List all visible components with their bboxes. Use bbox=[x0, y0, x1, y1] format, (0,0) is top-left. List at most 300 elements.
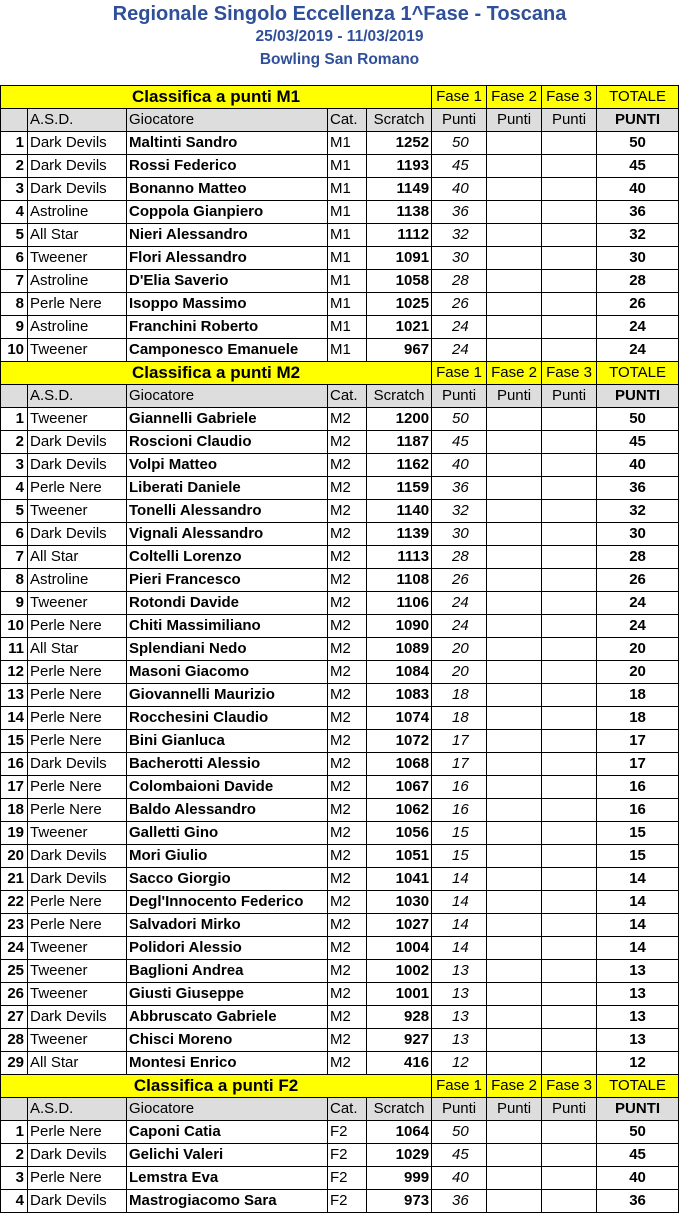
player-cell: Baglioni Andrea bbox=[127, 960, 328, 983]
rank-cell: 2 bbox=[1, 155, 28, 178]
scratch-cell: 1091 bbox=[367, 247, 432, 270]
table-row bbox=[1, 868, 679, 891]
scratch-cell: 1083 bbox=[367, 684, 432, 707]
rank-cell: 10 bbox=[1, 615, 28, 638]
player-cell: Caponi Catia bbox=[127, 1121, 328, 1144]
phase-2-points-cell bbox=[487, 868, 542, 891]
phase-3-points-cell bbox=[542, 960, 597, 983]
asd-cell: Perle Nere bbox=[28, 730, 127, 753]
asd-cell: Perle Nere bbox=[28, 799, 127, 822]
phase-3-label: Fase 3 bbox=[542, 1075, 597, 1098]
total-points-cell: 20 bbox=[597, 661, 679, 684]
phase-2-points-cell bbox=[487, 224, 542, 247]
phase-2-label: Fase 2 bbox=[487, 1075, 542, 1098]
table-row bbox=[1, 684, 679, 707]
phase-1-points-cell: 45 bbox=[432, 1144, 487, 1167]
asd-cell: All Star bbox=[28, 546, 127, 569]
category-cell: M2 bbox=[328, 500, 367, 523]
scratch-cell: 1200 bbox=[367, 408, 432, 431]
rank-cell: 13 bbox=[1, 684, 28, 707]
phase-1-points-cell: 18 bbox=[432, 707, 487, 730]
phase-3-points-cell bbox=[542, 730, 597, 753]
rank-cell: 4 bbox=[1, 201, 28, 224]
table-row bbox=[1, 914, 679, 937]
asd-cell: Tweener bbox=[28, 500, 127, 523]
table-row bbox=[1, 661, 679, 684]
asd-cell: Perle Nere bbox=[28, 293, 127, 316]
scratch-cell: 1002 bbox=[367, 960, 432, 983]
col-player: Giocatore bbox=[127, 385, 328, 408]
total-points-cell: 36 bbox=[597, 477, 679, 500]
phase-1-points-cell: 28 bbox=[432, 546, 487, 569]
table-row bbox=[1, 477, 679, 500]
table-row bbox=[1, 1006, 679, 1029]
phase-2-points-cell bbox=[487, 684, 542, 707]
phase-1-points-cell: 14 bbox=[432, 868, 487, 891]
category-cell: M2 bbox=[328, 937, 367, 960]
table-row bbox=[1, 845, 679, 868]
total-points-cell: 13 bbox=[597, 1006, 679, 1029]
player-cell: Chiti Massimiliano bbox=[127, 615, 328, 638]
phase-1-points-cell: 13 bbox=[432, 1006, 487, 1029]
rank-cell: 1 bbox=[1, 1121, 28, 1144]
col-total: PUNTI bbox=[597, 385, 679, 408]
total-points-cell: 28 bbox=[597, 270, 679, 293]
table-row bbox=[1, 1052, 679, 1075]
player-cell: Liberati Daniele bbox=[127, 477, 328, 500]
rank-cell: 19 bbox=[1, 822, 28, 845]
phase-3-points-cell bbox=[542, 707, 597, 730]
phase-2-points-cell bbox=[487, 1052, 542, 1075]
category-cell: M2 bbox=[328, 799, 367, 822]
asd-cell: Dark Devils bbox=[28, 523, 127, 546]
phase-3-points-cell bbox=[542, 1121, 597, 1144]
phase-2-points-cell bbox=[487, 707, 542, 730]
asd-cell: Tweener bbox=[28, 1029, 127, 1052]
phase-3-points-cell bbox=[542, 569, 597, 592]
rank-cell: 2 bbox=[1, 431, 28, 454]
scratch-cell: 1056 bbox=[367, 822, 432, 845]
asd-cell: Astroline bbox=[28, 569, 127, 592]
phase-2-points-cell bbox=[487, 178, 542, 201]
col-player: Giocatore bbox=[127, 1098, 328, 1121]
total-points-cell: 13 bbox=[597, 983, 679, 1006]
scratch-cell: 1001 bbox=[367, 983, 432, 1006]
phase-2-label: Fase 2 bbox=[487, 86, 542, 109]
scratch-cell: 1062 bbox=[367, 799, 432, 822]
rank-cell: 29 bbox=[1, 1052, 28, 1075]
phase-1-label: Fase 1 bbox=[432, 1075, 487, 1098]
event-dates: 25/03/2019 - 11/03/2019 bbox=[255, 28, 424, 45]
phase-1-points-cell: 24 bbox=[432, 592, 487, 615]
category-cell: M1 bbox=[328, 201, 367, 224]
player-cell: Bacherotti Alessio bbox=[127, 753, 328, 776]
table-row bbox=[1, 1190, 679, 1213]
category-cell: M2 bbox=[328, 408, 367, 431]
phase-3-points-cell bbox=[542, 914, 597, 937]
category-cell: M1 bbox=[328, 293, 367, 316]
scratch-cell: 928 bbox=[367, 1006, 432, 1029]
phase-1-points-cell: 16 bbox=[432, 799, 487, 822]
phase-1-points-cell: 17 bbox=[432, 730, 487, 753]
asd-cell: Dark Devils bbox=[28, 454, 127, 477]
category-cell: M2 bbox=[328, 868, 367, 891]
col-cat: Cat. bbox=[328, 109, 367, 132]
phase-2-points-cell bbox=[487, 408, 542, 431]
rank-cell: 9 bbox=[1, 592, 28, 615]
phase-2-points-cell bbox=[487, 753, 542, 776]
phase-2-points-cell bbox=[487, 891, 542, 914]
phase-3-points-cell bbox=[542, 339, 597, 362]
rank-cell: 20 bbox=[1, 845, 28, 868]
asd-cell: All Star bbox=[28, 1052, 127, 1075]
category-cell: M2 bbox=[328, 730, 367, 753]
total-points-cell: 18 bbox=[597, 707, 679, 730]
table-row bbox=[1, 1144, 679, 1167]
asd-cell: Perle Nere bbox=[28, 477, 127, 500]
total-points-cell: 14 bbox=[597, 937, 679, 960]
rank-cell: 5 bbox=[1, 500, 28, 523]
scratch-cell: 1159 bbox=[367, 477, 432, 500]
col-asd: A.S.D. bbox=[28, 109, 127, 132]
rank-cell: 1 bbox=[1, 132, 28, 155]
col-phase-2: Punti bbox=[487, 109, 542, 132]
phase-1-points-cell: 32 bbox=[432, 224, 487, 247]
phase-2-points-cell bbox=[487, 569, 542, 592]
category-cell: M2 bbox=[328, 960, 367, 983]
phase-1-points-cell: 32 bbox=[432, 500, 487, 523]
phase-3-points-cell bbox=[542, 408, 597, 431]
rank-cell: 8 bbox=[1, 569, 28, 592]
scratch-cell: 1041 bbox=[367, 868, 432, 891]
table-row bbox=[1, 201, 679, 224]
player-cell: Masoni Giacomo bbox=[127, 661, 328, 684]
scratch-cell: 1139 bbox=[367, 523, 432, 546]
total-points-cell: 40 bbox=[597, 454, 679, 477]
total-points-cell: 24 bbox=[597, 316, 679, 339]
phase-2-points-cell bbox=[487, 1144, 542, 1167]
phase-3-points-cell bbox=[542, 615, 597, 638]
phase-3-points-cell bbox=[542, 247, 597, 270]
phase-2-points-cell bbox=[487, 454, 542, 477]
phase-2-points-cell bbox=[487, 201, 542, 224]
table-row bbox=[1, 1121, 679, 1144]
rank-cell: 3 bbox=[1, 454, 28, 477]
player-cell: Rossi Federico bbox=[127, 155, 328, 178]
phase-3-points-cell bbox=[542, 431, 597, 454]
col-phase-1: Punti bbox=[432, 385, 487, 408]
asd-cell: Tweener bbox=[28, 983, 127, 1006]
table-row bbox=[1, 500, 679, 523]
col-phase-1: Punti bbox=[432, 109, 487, 132]
category-cell: M1 bbox=[328, 247, 367, 270]
player-cell: Franchini Roberto bbox=[127, 316, 328, 339]
table-row bbox=[1, 178, 679, 201]
phase-3-points-cell bbox=[542, 776, 597, 799]
player-cell: Coppola Gianpiero bbox=[127, 201, 328, 224]
phase-2-points-cell bbox=[487, 546, 542, 569]
total-points-cell: 36 bbox=[597, 1190, 679, 1213]
total-points-cell: 30 bbox=[597, 523, 679, 546]
asd-cell: Perle Nere bbox=[28, 661, 127, 684]
phase-3-points-cell bbox=[542, 753, 597, 776]
asd-cell: Tweener bbox=[28, 937, 127, 960]
player-cell: Isoppo Massimo bbox=[127, 293, 328, 316]
table-row bbox=[1, 339, 679, 362]
scratch-cell: 973 bbox=[367, 1190, 432, 1213]
scratch-cell: 1072 bbox=[367, 730, 432, 753]
total-points-cell: 26 bbox=[597, 569, 679, 592]
phase-1-points-cell: 30 bbox=[432, 523, 487, 546]
phase-1-points-cell: 14 bbox=[432, 914, 487, 937]
total-points-cell: 14 bbox=[597, 914, 679, 937]
asd-cell: Perle Nere bbox=[28, 684, 127, 707]
col-cat: Cat. bbox=[328, 385, 367, 408]
scratch-cell: 1138 bbox=[367, 201, 432, 224]
table-row bbox=[1, 960, 679, 983]
player-cell: Rotondi Davide bbox=[127, 592, 328, 615]
scratch-cell: 1108 bbox=[367, 569, 432, 592]
rank-cell: 28 bbox=[1, 1029, 28, 1052]
rank-cell: 27 bbox=[1, 1006, 28, 1029]
rank-cell: 16 bbox=[1, 753, 28, 776]
scratch-cell: 1027 bbox=[367, 914, 432, 937]
rank-cell: 1 bbox=[1, 408, 28, 431]
player-cell: Colombaioni Davide bbox=[127, 776, 328, 799]
scratch-cell: 999 bbox=[367, 1167, 432, 1190]
phase-3-points-cell bbox=[542, 684, 597, 707]
rank-cell: 6 bbox=[1, 523, 28, 546]
asd-cell: Dark Devils bbox=[28, 178, 127, 201]
scratch-cell: 1090 bbox=[367, 615, 432, 638]
total-points-cell: 28 bbox=[597, 546, 679, 569]
category-cell: F2 bbox=[328, 1167, 367, 1190]
player-cell: Sacco Giorgio bbox=[127, 868, 328, 891]
phase-1-points-cell: 20 bbox=[432, 638, 487, 661]
column-header-row bbox=[1, 109, 679, 132]
phase-2-points-cell bbox=[487, 730, 542, 753]
phase-1-points-cell: 45 bbox=[432, 155, 487, 178]
category-cell: M2 bbox=[328, 684, 367, 707]
rank-cell: 25 bbox=[1, 960, 28, 983]
table-row bbox=[1, 431, 679, 454]
category-cell: M2 bbox=[328, 891, 367, 914]
col-rank bbox=[1, 109, 28, 132]
table-row bbox=[1, 569, 679, 592]
table-row bbox=[1, 615, 679, 638]
col-phase-3: Punti bbox=[542, 385, 597, 408]
phase-3-points-cell bbox=[542, 1190, 597, 1213]
phase-2-points-cell bbox=[487, 845, 542, 868]
table-row bbox=[1, 753, 679, 776]
player-cell: Rocchesini Claudio bbox=[127, 707, 328, 730]
player-cell: Tonelli Alessandro bbox=[127, 500, 328, 523]
category-cell: M2 bbox=[328, 707, 367, 730]
total-points-cell: 45 bbox=[597, 1144, 679, 1167]
player-cell: Montesi Enrico bbox=[127, 1052, 328, 1075]
table-row bbox=[1, 983, 679, 1006]
rank-cell: 4 bbox=[1, 1190, 28, 1213]
phase-2-points-cell bbox=[487, 477, 542, 500]
total-points-cell: 45 bbox=[597, 431, 679, 454]
phase-3-points-cell bbox=[542, 845, 597, 868]
phase-2-points-cell bbox=[487, 1190, 542, 1213]
player-cell: D'Elia Saverio bbox=[127, 270, 328, 293]
asd-cell: All Star bbox=[28, 224, 127, 247]
scratch-cell: 1029 bbox=[367, 1144, 432, 1167]
total-points-cell: 30 bbox=[597, 247, 679, 270]
col-phase-3: Punti bbox=[542, 1098, 597, 1121]
total-points-cell: 50 bbox=[597, 1121, 679, 1144]
total-points-cell: 16 bbox=[597, 776, 679, 799]
scratch-cell: 1051 bbox=[367, 845, 432, 868]
asd-cell: Perle Nere bbox=[28, 707, 127, 730]
table-row bbox=[1, 270, 679, 293]
phase-2-points-cell bbox=[487, 776, 542, 799]
total-points-cell: 50 bbox=[597, 132, 679, 155]
player-cell: Coltelli Lorenzo bbox=[127, 546, 328, 569]
col-phase-2: Punti bbox=[487, 1098, 542, 1121]
scratch-cell: 1068 bbox=[367, 753, 432, 776]
phase-2-points-cell bbox=[487, 431, 542, 454]
category-cell: M2 bbox=[328, 615, 367, 638]
phase-2-points-cell bbox=[487, 293, 542, 316]
phase-1-points-cell: 45 bbox=[432, 431, 487, 454]
phase-3-points-cell bbox=[542, 454, 597, 477]
table-row bbox=[1, 316, 679, 339]
asd-cell: Dark Devils bbox=[28, 845, 127, 868]
phase-2-points-cell bbox=[487, 1121, 542, 1144]
rank-cell: 17 bbox=[1, 776, 28, 799]
phase-3-points-cell bbox=[542, 1006, 597, 1029]
category-cell: M2 bbox=[328, 1029, 367, 1052]
col-phase-1: Punti bbox=[432, 1098, 487, 1121]
table-row bbox=[1, 247, 679, 270]
asd-cell: Dark Devils bbox=[28, 155, 127, 178]
total-label: TOTALE bbox=[597, 86, 679, 109]
table-row bbox=[1, 1167, 679, 1190]
category-cell: M2 bbox=[328, 592, 367, 615]
phase-3-points-cell bbox=[542, 1029, 597, 1052]
player-cell: Volpi Matteo bbox=[127, 454, 328, 477]
category-cell: M2 bbox=[328, 431, 367, 454]
player-cell: Vignali Alessandro bbox=[127, 523, 328, 546]
phase-3-points-cell bbox=[542, 500, 597, 523]
phase-2-points-cell bbox=[487, 523, 542, 546]
asd-cell: Astroline bbox=[28, 201, 127, 224]
total-points-cell: 36 bbox=[597, 201, 679, 224]
phase-3-points-cell bbox=[542, 1167, 597, 1190]
total-points-cell: 17 bbox=[597, 753, 679, 776]
category-cell: M2 bbox=[328, 523, 367, 546]
asd-cell: Perle Nere bbox=[28, 1121, 127, 1144]
category-cell: M1 bbox=[328, 155, 367, 178]
phase-2-points-cell bbox=[487, 155, 542, 178]
player-cell: Giusti Giuseppe bbox=[127, 983, 328, 1006]
phase-1-points-cell: 16 bbox=[432, 776, 487, 799]
total-points-cell: 14 bbox=[597, 891, 679, 914]
phase-3-points-cell bbox=[542, 868, 597, 891]
scratch-cell: 1058 bbox=[367, 270, 432, 293]
table-row bbox=[1, 707, 679, 730]
phase-1-points-cell: 17 bbox=[432, 753, 487, 776]
col-scratch: Scratch bbox=[367, 1098, 432, 1121]
total-points-cell: 13 bbox=[597, 960, 679, 983]
category-cell: M2 bbox=[328, 776, 367, 799]
table-row bbox=[1, 293, 679, 316]
phase-1-points-cell: 26 bbox=[432, 569, 487, 592]
table-row bbox=[1, 454, 679, 477]
column-header-row bbox=[1, 385, 679, 408]
section-title: Classifica a punti F2 bbox=[1, 1075, 432, 1098]
phase-2-points-cell bbox=[487, 615, 542, 638]
phase-3-points-cell bbox=[542, 178, 597, 201]
phase-3-points-cell bbox=[542, 891, 597, 914]
scratch-cell: 1149 bbox=[367, 178, 432, 201]
scratch-cell: 927 bbox=[367, 1029, 432, 1052]
rank-cell: 22 bbox=[1, 891, 28, 914]
asd-cell: Perle Nere bbox=[28, 914, 127, 937]
player-cell: Pieri Francesco bbox=[127, 569, 328, 592]
phase-3-label: Fase 3 bbox=[542, 362, 597, 385]
phase-3-points-cell bbox=[542, 523, 597, 546]
asd-cell: Tweener bbox=[28, 960, 127, 983]
phase-1-points-cell: 36 bbox=[432, 477, 487, 500]
col-asd: A.S.D. bbox=[28, 385, 127, 408]
phase-3-points-cell bbox=[542, 937, 597, 960]
total-points-cell: 40 bbox=[597, 1167, 679, 1190]
phase-3-label: Fase 3 bbox=[542, 86, 597, 109]
category-cell: M1 bbox=[328, 132, 367, 155]
category-cell: M2 bbox=[328, 914, 367, 937]
phase-3-points-cell bbox=[542, 132, 597, 155]
rank-cell: 5 bbox=[1, 224, 28, 247]
scratch-cell: 1021 bbox=[367, 316, 432, 339]
asd-cell: Dark Devils bbox=[28, 1190, 127, 1213]
asd-cell: Dark Devils bbox=[28, 132, 127, 155]
event-venue: Bowling San Romano bbox=[259, 51, 420, 68]
phase-2-points-cell bbox=[487, 592, 542, 615]
phase-2-points-cell bbox=[487, 500, 542, 523]
phase-3-points-cell bbox=[542, 822, 597, 845]
phase-1-points-cell: 36 bbox=[432, 1190, 487, 1213]
total-points-cell: 15 bbox=[597, 845, 679, 868]
scratch-cell: 1140 bbox=[367, 500, 432, 523]
col-scratch: Scratch bbox=[367, 385, 432, 408]
phase-3-points-cell bbox=[542, 983, 597, 1006]
table-row bbox=[1, 776, 679, 799]
table-row bbox=[1, 546, 679, 569]
table-row bbox=[1, 638, 679, 661]
phase-3-points-cell bbox=[542, 270, 597, 293]
total-points-cell: 32 bbox=[597, 224, 679, 247]
section-title: Classifica a punti M2 bbox=[1, 362, 432, 385]
phase-1-points-cell: 40 bbox=[432, 1167, 487, 1190]
total-label: TOTALE bbox=[597, 1075, 679, 1098]
table-row bbox=[1, 937, 679, 960]
asd-cell: Dark Devils bbox=[28, 868, 127, 891]
phase-2-points-cell bbox=[487, 1029, 542, 1052]
phase-2-label: Fase 2 bbox=[487, 362, 542, 385]
table-row bbox=[1, 224, 679, 247]
phase-3-points-cell bbox=[542, 316, 597, 339]
asd-cell: Perle Nere bbox=[28, 615, 127, 638]
rank-cell: 11 bbox=[1, 638, 28, 661]
phase-2-points-cell bbox=[487, 661, 542, 684]
asd-cell: Astroline bbox=[28, 270, 127, 293]
total-points-cell: 15 bbox=[597, 822, 679, 845]
phase-2-points-cell bbox=[487, 339, 542, 362]
